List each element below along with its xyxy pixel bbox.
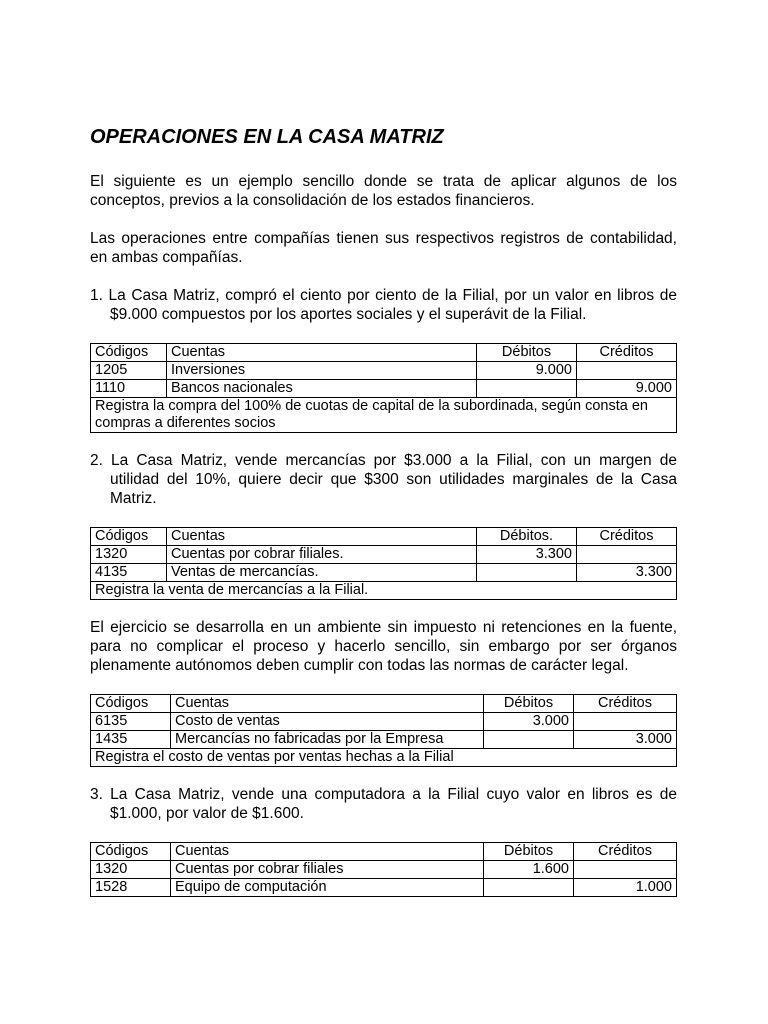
table-row xyxy=(91,713,677,731)
table-header-row xyxy=(91,528,677,546)
cell-codigo: 1205 xyxy=(91,362,167,380)
ledger-table-3 xyxy=(90,694,677,767)
header-codigos: Códigos xyxy=(91,528,167,546)
table-note: Registra la compra del 100% de cuotas de capital de la subordinada, según consta en compras a diferentes socios xyxy=(91,398,677,433)
cell-debito xyxy=(484,731,574,749)
cell-credito xyxy=(577,546,677,564)
ledger-table-4 xyxy=(90,842,677,897)
cell-debito xyxy=(477,564,577,582)
table-note: Registra la venta de mercancías a la Filial. xyxy=(91,582,677,600)
cell-cuenta: Mercancías no fabricadas por la Empresa xyxy=(171,731,484,749)
ledger-table-2 xyxy=(90,527,677,600)
table-note-row xyxy=(91,398,677,433)
item-2-text: 2. La Casa Matriz, vende mercancías por $3.000 a la Filial, con un margen de utilidad del 10%, quiere decir que $300 son utilidades marginales de la Casa Matriz. xyxy=(90,452,677,507)
header-debitos: Débitos xyxy=(477,344,577,362)
cell-codigo: 1435 xyxy=(91,731,171,749)
table-row xyxy=(91,731,677,749)
page-title: OPERACIONES EN LA CASA MATRIZ xyxy=(90,126,444,148)
cell-debito xyxy=(484,879,574,897)
cell-codigo: 1320 xyxy=(91,546,167,564)
cell-credito xyxy=(577,362,677,380)
table-header-row xyxy=(91,344,677,362)
header-cuentas: Cuentas xyxy=(171,695,484,713)
cell-cuenta: Bancos nacionales xyxy=(167,380,477,398)
cell-debito xyxy=(477,380,577,398)
header-creditos: Créditos xyxy=(574,843,677,861)
header-debitos: Débitos xyxy=(484,695,574,713)
cell-debito: 3.000 xyxy=(484,713,574,731)
table-row xyxy=(91,564,677,582)
table-note-row xyxy=(91,582,677,600)
cell-debito: 9.000 xyxy=(477,362,577,380)
cell-debito: 1.600 xyxy=(484,861,574,879)
header-debitos: Débitos xyxy=(484,843,574,861)
header-creditos: Créditos xyxy=(577,344,677,362)
paragraph-3: El ejercicio se desarrolla en un ambiente sin impuesto ni retenciones en la fuente, para no complicar el proceso y hacerlo sencillo, sin embargo por ser órganos plenamente autónomos deben cumplir con todas las normas de carácter legal. xyxy=(90,619,677,674)
table-note: Registra el costo de ventas por ventas hechas a la Filial xyxy=(91,749,677,767)
cell-credito: 1.000 xyxy=(574,879,677,897)
table-row xyxy=(91,879,677,897)
cell-credito: 3.000 xyxy=(574,731,677,749)
item-1-text: 1. La Casa Matriz, compró el ciento por ciento de la Filial, por un valor en libros de $9.000 compuestos por los aportes sociales y el superávit de la Filial. xyxy=(90,287,677,323)
table-row xyxy=(91,546,677,564)
cell-credito: 9.000 xyxy=(577,380,677,398)
cell-credito: 3.300 xyxy=(577,564,677,582)
cell-debito: 3.300 xyxy=(477,546,577,564)
intro-paragraph-2: Las operaciones entre compañías tienen sus respectivos registros de contabilidad, en ambas compañías. xyxy=(90,230,677,266)
cell-cuenta: Ventas de mercancías. xyxy=(167,564,477,582)
table-row xyxy=(91,380,677,398)
header-cuentas: Cuentas xyxy=(167,528,477,546)
cell-cuenta: Equipo de computación xyxy=(171,879,484,897)
cell-cuenta: Inversiones xyxy=(167,362,477,380)
cell-codigo: 6135 xyxy=(91,713,171,731)
table-row xyxy=(91,362,677,380)
table-note-row xyxy=(91,749,677,767)
cell-cuenta: Costo de ventas xyxy=(171,713,484,731)
cell-codigo: 1110 xyxy=(91,380,167,398)
ledger-table-1 xyxy=(90,343,677,433)
cell-codigo: 1320 xyxy=(91,861,171,879)
header-cuentas: Cuentas xyxy=(171,843,484,861)
header-cuentas: Cuentas xyxy=(167,344,477,362)
cell-codigo: 4135 xyxy=(91,564,167,582)
intro-paragraph-1: El siguiente es un ejemplo sencillo donde se trata de aplicar algunos de los conceptos, previos a la consolidación de los estados financieros. xyxy=(90,173,677,209)
cell-cuenta: Cuentas por cobrar filiales xyxy=(171,861,484,879)
cell-cuenta: Cuentas por cobrar filiales. xyxy=(167,546,477,564)
table-header-row xyxy=(91,843,677,861)
item-3-text: 3. La Casa Matriz, vende una computadora a la Filial cuyo valor en libros es de $1.000, por valor de $1.600. xyxy=(90,786,677,822)
cell-credito xyxy=(574,861,677,879)
header-codigos: Códigos xyxy=(91,344,167,362)
document-content xyxy=(90,122,677,915)
cell-codigo: 1528 xyxy=(91,879,171,897)
header-creditos: Créditos xyxy=(577,528,677,546)
header-codigos: Códigos xyxy=(91,695,171,713)
cell-credito xyxy=(574,713,677,731)
table-row xyxy=(91,861,677,879)
table-header-row xyxy=(91,695,677,713)
header-codigos: Códigos xyxy=(91,843,171,861)
header-debitos: Débitos. xyxy=(477,528,577,546)
header-creditos: Créditos xyxy=(574,695,677,713)
